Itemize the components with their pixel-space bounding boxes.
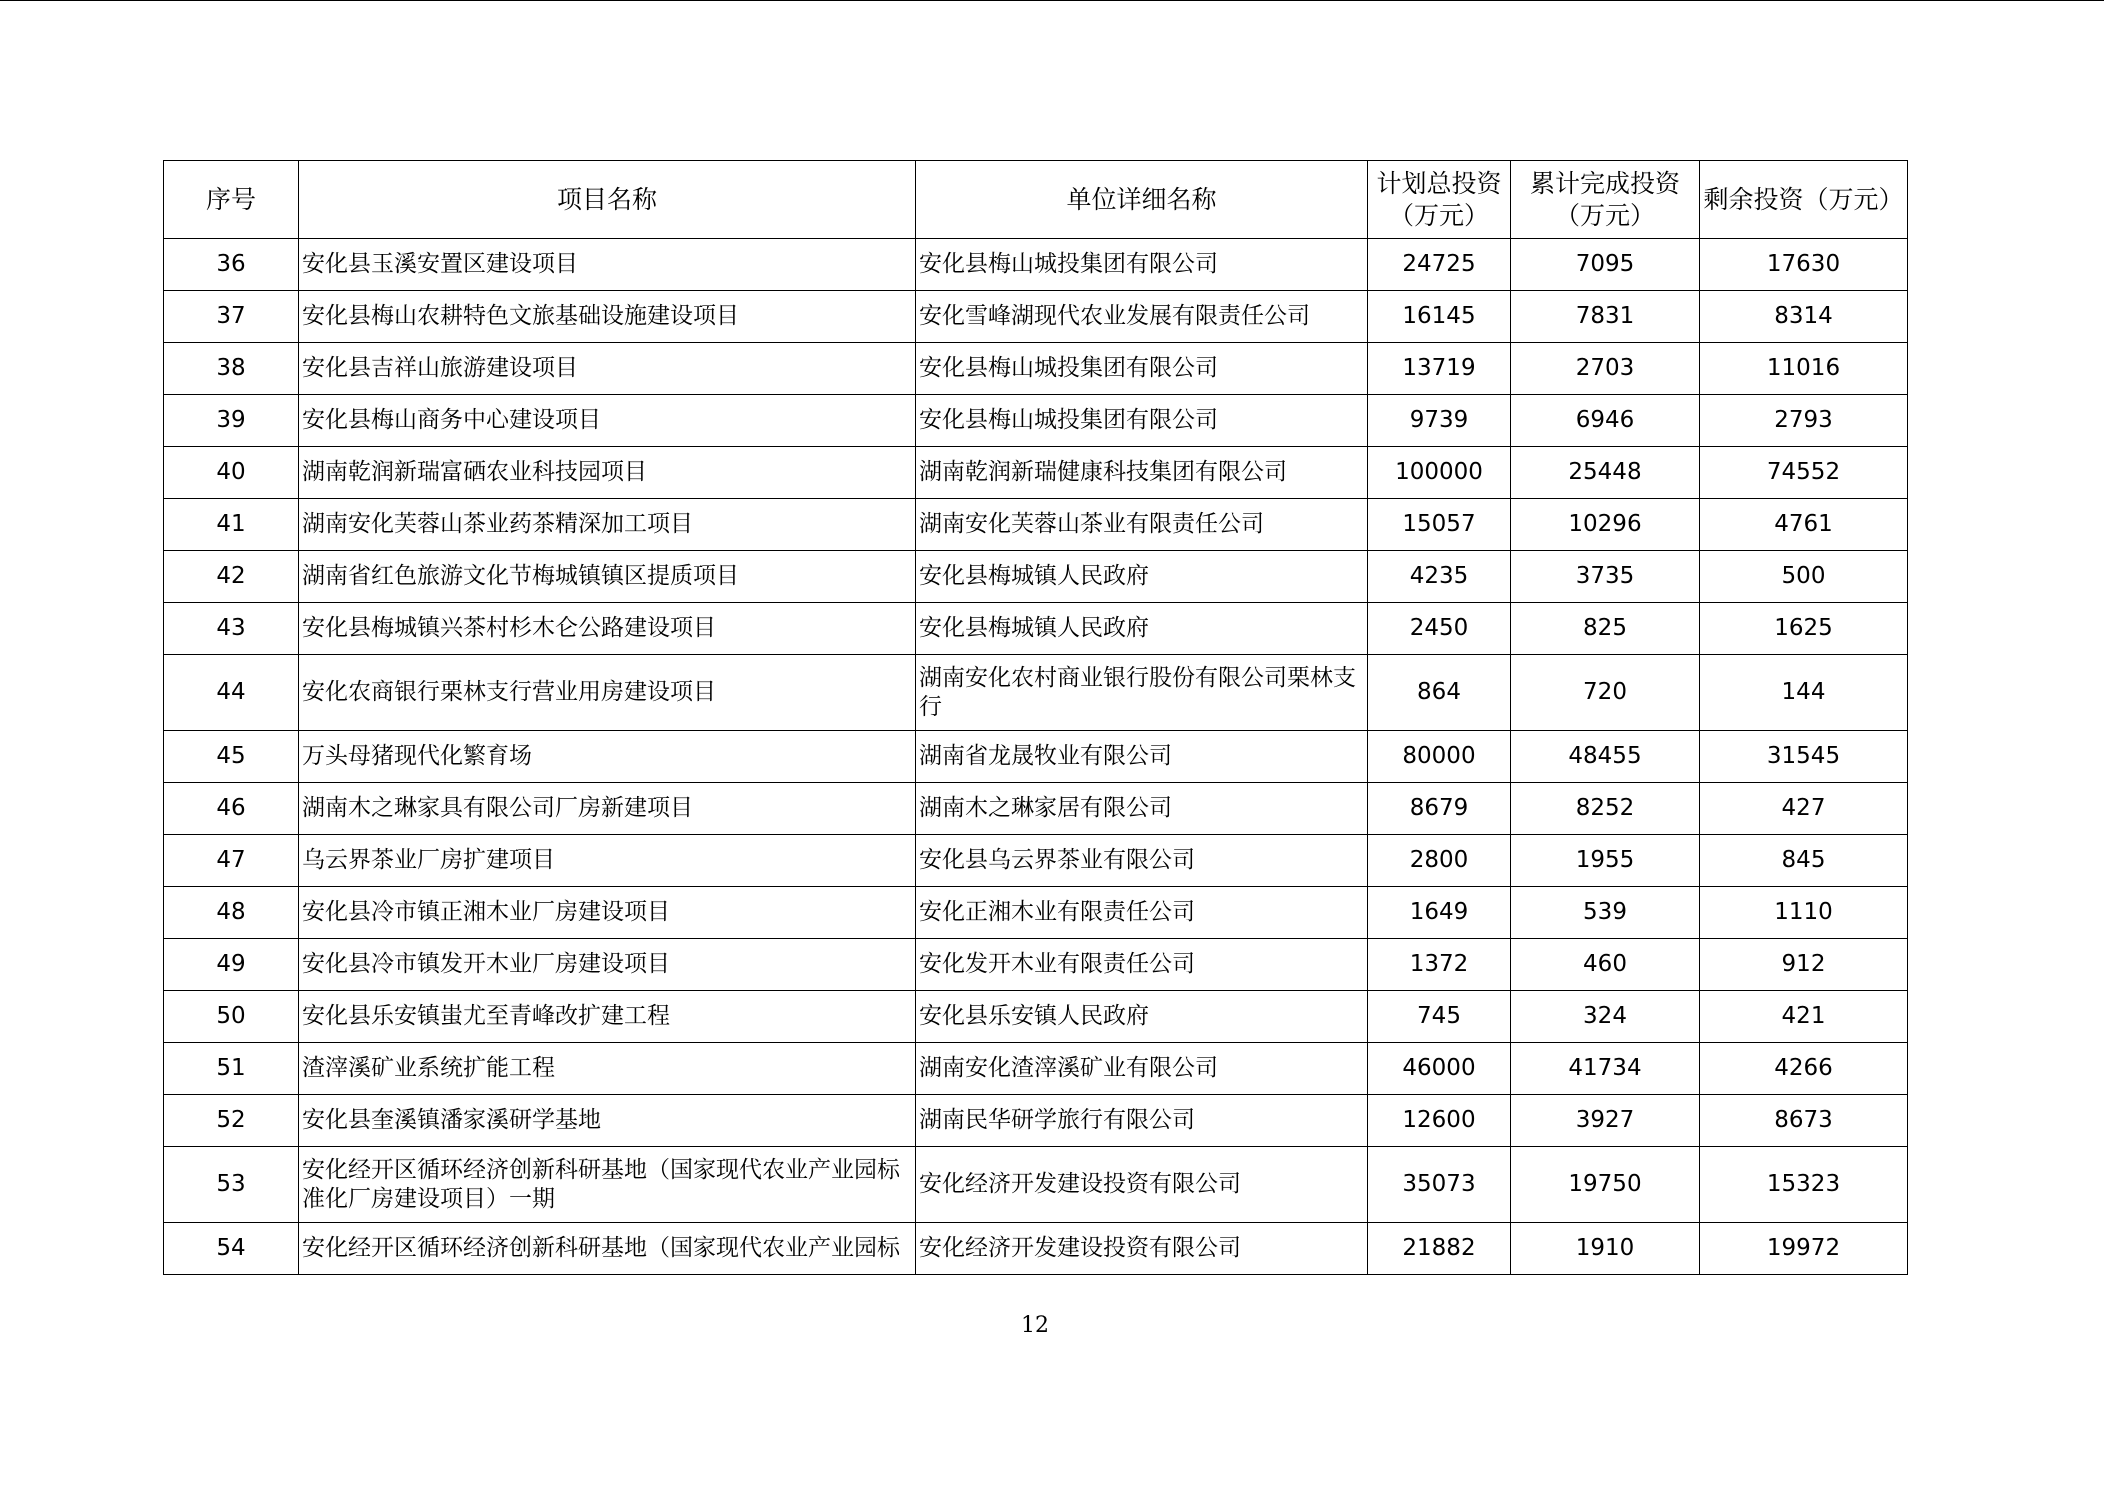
table-row [164,499,1908,551]
cell-remaining-investment: 4761 [1700,499,1908,551]
cell-remaining-investment: 11016 [1700,343,1908,395]
cell-unit-name: 安化经济开发建设投资有限公司 [916,1147,1368,1223]
cell-seq: 47 [164,835,299,887]
cell-unit-name: 湖南安化芙蓉山茶业有限责任公司 [916,499,1368,551]
cell-project-name: 湖南乾润新瑞富硒农业科技园项目 [299,447,916,499]
cell-planned-investment: 100000 [1368,447,1511,499]
cell-unit-name: 湖南乾润新瑞健康科技集团有限公司 [916,447,1368,499]
cell-unit-name: 安化雪峰湖现代农业发展有限责任公司 [916,291,1368,343]
cell-unit-name: 湖南木之琳家居有限公司 [916,783,1368,835]
table-row [164,239,1908,291]
cell-planned-investment: 15057 [1368,499,1511,551]
cell-seq: 44 [164,655,299,731]
cell-remaining-investment: 845 [1700,835,1908,887]
cell-remaining-investment: 74552 [1700,447,1908,499]
table-row [164,603,1908,655]
cell-seq: 48 [164,887,299,939]
table-row [164,551,1908,603]
cell-project-name: 安化县梅城镇兴茶村杉木仑公路建设项目 [299,603,916,655]
cell-planned-investment: 1649 [1368,887,1511,939]
table-row [164,1043,1908,1095]
cell-seq: 43 [164,603,299,655]
cell-completed-investment: 539 [1511,887,1700,939]
cell-planned-investment: 35073 [1368,1147,1511,1223]
header-seq: 序号 [164,161,299,239]
table-row [164,783,1908,835]
cell-planned-investment: 21882 [1368,1223,1511,1275]
cell-remaining-investment: 31545 [1700,731,1908,783]
cell-remaining-investment: 500 [1700,551,1908,603]
cell-project-name: 安化农商银行栗林支行营业用房建设项目 [299,655,916,731]
cell-unit-name: 安化经济开发建设投资有限公司 [916,1223,1368,1275]
cell-project-name: 安化县梅山农耕特色文旅基础设施建设项目 [299,291,916,343]
cell-seq: 40 [164,447,299,499]
cell-seq: 46 [164,783,299,835]
cell-unit-name: 安化县梅城镇人民政府 [916,551,1368,603]
cell-project-name: 安化经开区循环经济创新科研基地（国家现代农业产业园标 [299,1223,916,1275]
table-row [164,655,1908,731]
cell-unit-name: 安化县乐安镇人民政府 [916,991,1368,1043]
table-row [164,1147,1908,1223]
header-planned-line2: （万元） [1388,200,1489,230]
cell-remaining-investment: 19972 [1700,1223,1908,1275]
cell-unit-name: 安化发开木业有限责任公司 [916,939,1368,991]
cell-completed-investment: 19750 [1511,1147,1700,1223]
header-completed-investment [1511,161,1700,239]
cell-project-name: 安化县玉溪安置区建设项目 [299,239,916,291]
cell-unit-name: 安化县梅山城投集团有限公司 [916,239,1368,291]
cell-project-name: 安化经开区循环经济创新科研基地（国家现代农业产业园标准化厂房建设项目）一期 [299,1147,916,1223]
investment-table [163,160,1908,1275]
cell-planned-investment: 16145 [1368,291,1511,343]
cell-completed-investment: 720 [1511,655,1700,731]
cell-completed-investment: 460 [1511,939,1700,991]
cell-planned-investment: 864 [1368,655,1511,731]
cell-project-name: 湖南木之琳家具有限公司厂房新建项目 [299,783,916,835]
cell-remaining-investment: 15323 [1700,1147,1908,1223]
cell-completed-investment: 8252 [1511,783,1700,835]
cell-seq: 49 [164,939,299,991]
cell-remaining-investment: 427 [1700,783,1908,835]
page-top-border [0,0,2104,1]
cell-planned-investment: 4235 [1368,551,1511,603]
table-row [164,343,1908,395]
cell-project-name: 湖南安化芙蓉山茶业药茶精深加工项目 [299,499,916,551]
cell-completed-investment: 25448 [1511,447,1700,499]
cell-unit-name: 安化县梅城镇人民政府 [916,603,1368,655]
table-row [164,1095,1908,1147]
cell-project-name: 渣滓溪矿业系统扩能工程 [299,1043,916,1095]
cell-remaining-investment: 4266 [1700,1043,1908,1095]
cell-planned-investment: 13719 [1368,343,1511,395]
cell-remaining-investment: 17630 [1700,239,1908,291]
table-row [164,991,1908,1043]
cell-completed-investment: 10296 [1511,499,1700,551]
cell-completed-investment: 825 [1511,603,1700,655]
cell-seq: 37 [164,291,299,343]
header-project-name: 项目名称 [299,161,916,239]
table-row [164,447,1908,499]
table-row [164,887,1908,939]
cell-seq: 54 [164,1223,299,1275]
cell-completed-investment: 324 [1511,991,1700,1043]
table-row [164,731,1908,783]
cell-remaining-investment: 1625 [1700,603,1908,655]
cell-unit-name: 安化正湘木业有限责任公司 [916,887,1368,939]
cell-unit-name: 安化县梅山城投集团有限公司 [916,395,1368,447]
cell-remaining-investment: 8314 [1700,291,1908,343]
cell-unit-name: 湖南安化渣滓溪矿业有限公司 [916,1043,1368,1095]
cell-planned-investment: 12600 [1368,1095,1511,1147]
cell-planned-investment: 9739 [1368,395,1511,447]
cell-completed-investment: 6946 [1511,395,1700,447]
cell-planned-investment: 80000 [1368,731,1511,783]
cell-seq: 38 [164,343,299,395]
cell-seq: 45 [164,731,299,783]
header-completed-line2: （万元） [1554,200,1655,230]
table-header-row [164,161,1908,239]
header-completed-line1: 累计完成投资 [1529,169,1680,199]
header-planned-investment [1368,161,1511,239]
cell-project-name: 安化县乐安镇蚩尤至青峰改扩建工程 [299,991,916,1043]
cell-project-name: 安化县奎溪镇潘家溪研学基地 [299,1095,916,1147]
cell-seq: 52 [164,1095,299,1147]
cell-completed-investment: 7095 [1511,239,1700,291]
cell-completed-investment: 3927 [1511,1095,1700,1147]
cell-seq: 39 [164,395,299,447]
cell-completed-investment: 1910 [1511,1223,1700,1275]
header-remaining-investment: 剩余投资（万元） [1700,161,1908,239]
cell-unit-name: 湖南安化农村商业银行股份有限公司栗林支行 [916,655,1368,731]
cell-planned-investment: 24725 [1368,239,1511,291]
header-planned-line1: 计划总投资 [1376,169,1502,199]
cell-project-name: 安化县冷市镇正湘木业厂房建设项目 [299,887,916,939]
cell-unit-name: 安化县梅山城投集团有限公司 [916,343,1368,395]
table-row [164,1223,1908,1275]
table-row [164,939,1908,991]
cell-project-name: 安化县吉祥山旅游建设项目 [299,343,916,395]
cell-remaining-investment: 2793 [1700,395,1908,447]
cell-project-name: 湖南省红色旅游文化节梅城镇镇区提质项目 [299,551,916,603]
page-number: 12 [1021,1313,1049,1338]
cell-seq: 51 [164,1043,299,1095]
cell-planned-investment: 8679 [1368,783,1511,835]
cell-planned-investment: 2800 [1368,835,1511,887]
cell-completed-investment: 1955 [1511,835,1700,887]
cell-planned-investment: 1372 [1368,939,1511,991]
header-unit-name: 单位详细名称 [916,161,1368,239]
cell-unit-name: 湖南省龙晟牧业有限公司 [916,731,1368,783]
cell-completed-investment: 3735 [1511,551,1700,603]
cell-seq: 42 [164,551,299,603]
cell-planned-investment: 46000 [1368,1043,1511,1095]
cell-seq: 53 [164,1147,299,1223]
table-row [164,835,1908,887]
cell-seq: 41 [164,499,299,551]
cell-completed-investment: 41734 [1511,1043,1700,1095]
cell-project-name: 安化县梅山商务中心建设项目 [299,395,916,447]
cell-seq: 50 [164,991,299,1043]
cell-remaining-investment: 8673 [1700,1095,1908,1147]
table-row [164,291,1908,343]
cell-completed-investment: 48455 [1511,731,1700,783]
cell-unit-name: 安化县乌云界茶业有限公司 [916,835,1368,887]
cell-seq: 36 [164,239,299,291]
cell-completed-investment: 2703 [1511,343,1700,395]
cell-remaining-investment: 421 [1700,991,1908,1043]
cell-planned-investment: 745 [1368,991,1511,1043]
table-row [164,395,1908,447]
cell-project-name: 安化县冷市镇发开木业厂房建设项目 [299,939,916,991]
cell-completed-investment: 7831 [1511,291,1700,343]
cell-project-name: 乌云界茶业厂房扩建项目 [299,835,916,887]
cell-project-name: 万头母猪现代化繁育场 [299,731,916,783]
cell-remaining-investment: 912 [1700,939,1908,991]
cell-remaining-investment: 144 [1700,655,1908,731]
cell-remaining-investment: 1110 [1700,887,1908,939]
cell-unit-name: 湖南民华研学旅行有限公司 [916,1095,1368,1147]
cell-planned-investment: 2450 [1368,603,1511,655]
